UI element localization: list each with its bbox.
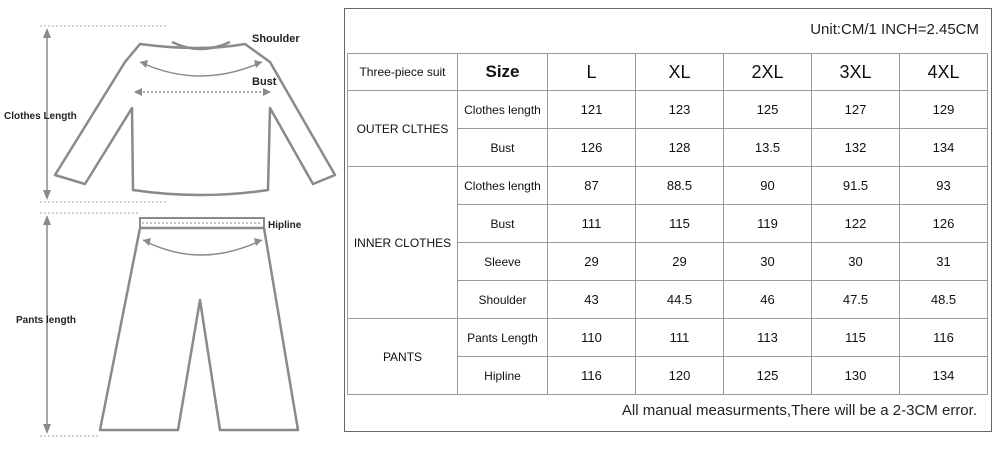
bust-label: Bust — [252, 76, 277, 88]
measurement-label: Hipline — [458, 357, 548, 395]
size-column-header: 2XL — [724, 54, 812, 91]
size-chart-panel — [344, 8, 992, 432]
shoulder-label: Shoulder — [252, 33, 300, 45]
table-cell: 115 — [812, 319, 900, 357]
group-label-outer: OUTER CLTHES — [348, 91, 458, 167]
table-cell: 91.5 — [812, 167, 900, 205]
pants-outline — [100, 228, 298, 430]
table-row — [348, 319, 988, 357]
measurement-label: Clothes length — [458, 167, 548, 205]
table-cell: 111 — [548, 205, 636, 243]
shirt-outline — [55, 44, 335, 195]
table-cell: 125 — [724, 91, 812, 129]
measurement-error-note: All manual measurments,There will be a 2-3CM error. — [621, 402, 977, 419]
table-cell: 127 — [812, 91, 900, 129]
measurement-label: Pants Length — [458, 319, 548, 357]
measurement-label: Clothes length — [458, 91, 548, 129]
table-cell: 116 — [900, 319, 988, 357]
table-cell: 111 — [636, 319, 724, 357]
table-cell: 128 — [636, 129, 724, 167]
table-cell: 132 — [812, 129, 900, 167]
table-cell: 120 — [636, 357, 724, 395]
size-table — [347, 53, 988, 395]
table-cell: 130 — [812, 357, 900, 395]
table-cell: 122 — [812, 205, 900, 243]
measurement-diagram — [0, 0, 340, 449]
size-column-header: 4XL — [900, 54, 988, 91]
unit-note: Unit:CM/1 INCH=2.45CM — [810, 21, 979, 38]
table-cell: 129 — [900, 91, 988, 129]
size-column-header: 3XL — [812, 54, 900, 91]
table-cell: 30 — [724, 243, 812, 281]
group-label-inner: INNER CLOTHES — [348, 167, 458, 319]
measurement-label: Bust — [458, 129, 548, 167]
table-cell: 44.5 — [636, 281, 724, 319]
table-cell: 115 — [636, 205, 724, 243]
table-cell: 88.5 — [636, 167, 724, 205]
measurement-label: Bust — [458, 205, 548, 243]
table-cell: 134 — [900, 357, 988, 395]
table-cell: 43 — [548, 281, 636, 319]
clothes-length-label: Clothes Length — [4, 111, 77, 122]
table-cell: 113 — [724, 319, 812, 357]
table-cell: 116 — [548, 357, 636, 395]
table-cell: 90 — [724, 167, 812, 205]
table-cell: 119 — [724, 205, 812, 243]
table-cell: 121 — [548, 91, 636, 129]
table-cell: 123 — [636, 91, 724, 129]
table-cell: 46 — [724, 281, 812, 319]
table-cell: 125 — [724, 357, 812, 395]
measurement-label: Sleeve — [458, 243, 548, 281]
measurement-label: Shoulder — [458, 281, 548, 319]
hipline-label: Hipline — [268, 220, 302, 231]
size-column-header: L — [548, 54, 636, 91]
size-column-header: XL — [636, 54, 724, 91]
table-cell: 126 — [900, 205, 988, 243]
size-header: Size — [458, 54, 548, 91]
table-cell: 110 — [548, 319, 636, 357]
table-cell: 29 — [636, 243, 724, 281]
table-cell: 48.5 — [900, 281, 988, 319]
table-cell: 31 — [900, 243, 988, 281]
group-label-pants: PANTS — [348, 319, 458, 395]
table-cell: 30 — [812, 243, 900, 281]
table-header-row — [348, 54, 988, 91]
table-cell: 29 — [548, 243, 636, 281]
pants-length-label: Pants length — [16, 315, 77, 326]
table-cell: 47.5 — [812, 281, 900, 319]
suit-header: Three-piece suit — [348, 54, 458, 91]
table-cell: 93 — [900, 167, 988, 205]
table-cell: 87 — [548, 167, 636, 205]
table-cell: 13.5 — [724, 129, 812, 167]
table-row — [348, 167, 988, 205]
table-row — [348, 91, 988, 129]
table-cell: 126 — [548, 129, 636, 167]
table-cell: 134 — [900, 129, 988, 167]
